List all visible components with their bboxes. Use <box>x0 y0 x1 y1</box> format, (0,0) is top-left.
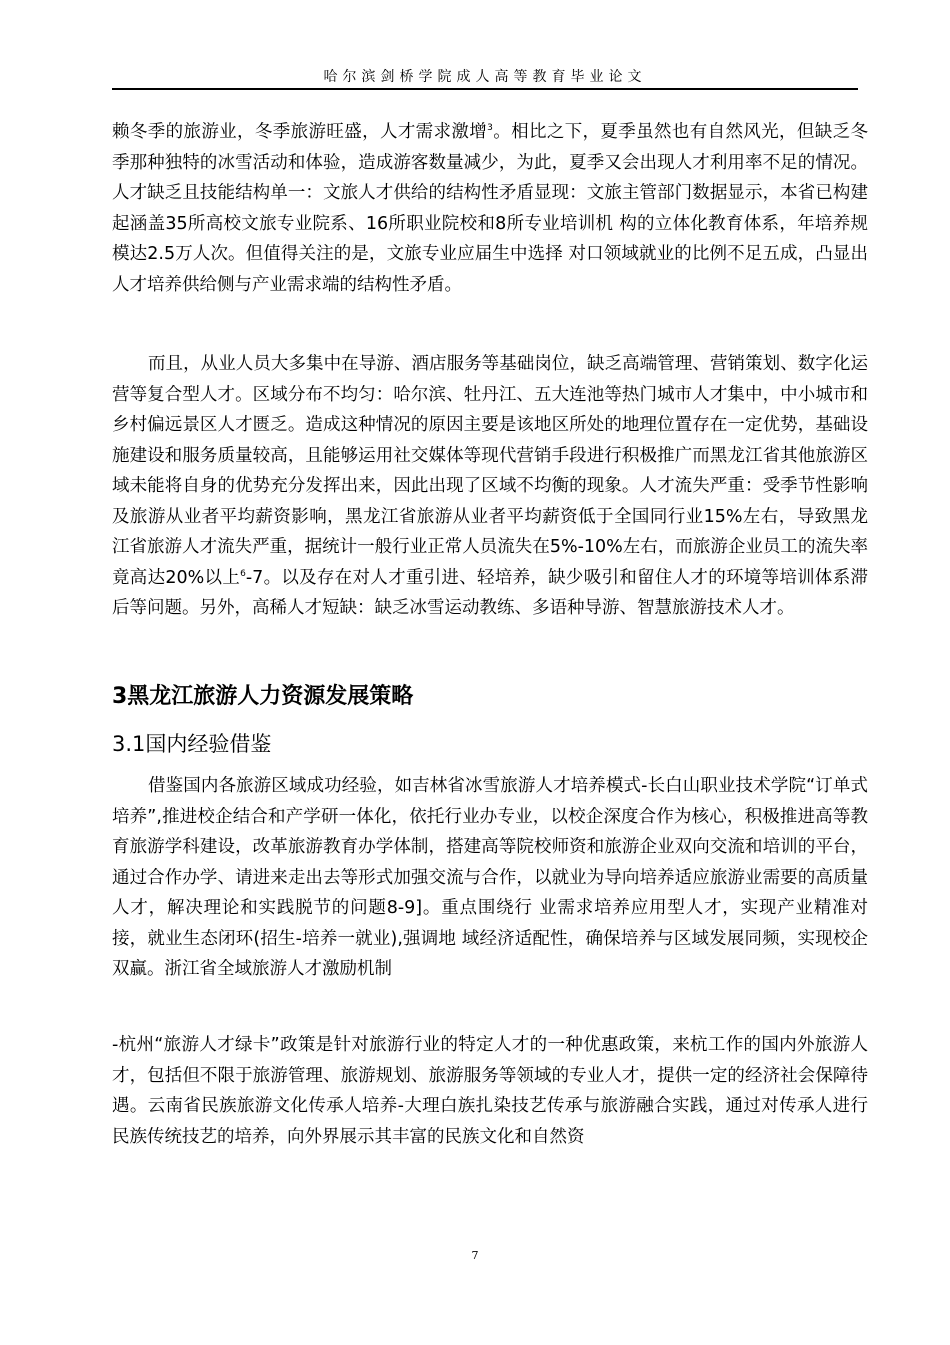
paragraph-1-text-a: 赖冬季的旅游业，冬季旅游旺盛，人才需求激增 <box>112 122 488 142</box>
paragraph-2 <box>112 349 868 624</box>
paragraph-2-text-a: 而且，从业人员大多集中在导游、酒店服务等基础岗位，缺乏高端管理、营销策划、数字化运营等复合型人才。区域分布不均匀：哈尔滨、牡丹江、五大连池等热门城市人才集中，中小城市和乡村偏远景区人才匮乏。造成这种情况的原因主要是该地区所处的地理位置存在一定优势，基础设施建设和服务质量较高，且能够运用社交媒体等现代营销手段进行积极推广而黑龙江省其他旅游区域未能将自身的优势充分发挥出来，因此出现了区域不均衡的现象。人才流失严重：受季节性影响及旅游从业者平均薪资影响，黑龙江省旅游从业者平均薪资低于全国同行业15%左右，导致黑龙江省旅游人才流失严重，据统计一般行业正常人员流失在5%-10%左右，而旅游企业员工的流失率竟高达20%以上 <box>112 354 868 588</box>
page-number: 7 <box>471 1249 479 1262</box>
paragraph-1 <box>112 117 868 300</box>
citation-superscript: 6 <box>240 568 246 579</box>
paragraph-3: 借鉴国内各旅游区域成功经验，如吉林省冰雪旅游人才培养模式-长白山职业技术学院“订单式培养”,推进校企结合和产学研一体化，依托行业办专业，以校企深度合作为核心，积极推进高等教育旅游学科建设，改革旅游教育办学体制，搭建高等院校师资和旅游企业双向交流和培训的平台，通过合作办学、请进来走出去等形式加强交流与合作，以就业为导向培养适应旅游业需要的高质量人才，解决理论和实践脱节的问题8-9]。重点围绕行 业需求培养应用型人才，实现产业精准对接，就业生态闭环(招生-培养一就业),强调地 域经济适配性，确保培养与区域发展同频，实现校企双赢。浙江省全域旅游人才激励机制 <box>112 776 868 979</box>
section-heading-3-1: 3.1国内经验借鉴 <box>112 732 272 756</box>
page-header <box>112 66 858 90</box>
paragraph-2-text-b: -7。以及存在对人才重引进、轻培养，缺少吸引和留住人才的环境等培训体系滞后等问题。另外，高稀人才短缺：缺乏冰雪运动教练、多语种导游、智慧旅游技术人才。 <box>112 567 868 618</box>
citation-superscript: 3 <box>487 123 493 134</box>
header-title: 哈尔滨剑桥学院成人高等教育毕业论文 <box>323 69 647 85</box>
paragraph-1-text-b: 。相比之下，夏季虽然也有自然风光，但缺乏冬季那种独特的冰雪活动和体验，造成游客数量减少，为此，夏季又会出现人才利用率不足的情况。人才缺乏且技能结构单一：文旅人才供给的结构性矛盾显现：文旅主管部门数据显示，本省已构建起涵盖35所高校文旅专业院系、16所职业院校和8所专业培训机 构的立体化教育体系，年培养规模达2.5万人次。但值得关注的是，文旅专业应届生中选择 对口领域就业的比例不足五成，凸显出人才培养供给侧与产业需求端的结构性矛盾。 <box>112 122 869 295</box>
paragraph-4: -杭州“旅游人才绿卡”政策是针对旅游行业的特定人才的一种优惠政策，来杭工作的国内外旅游人才，包括但不限于旅游管理、旅游规划、旅游服务等领域的专业人才，提供一定的经济社会保障待遇。云南省民族旅游文化传承人培养-大理白族扎染技艺传承与旅游融合实践，通过对传承人进行民族传统技艺的培养，向外界展示其丰富的民族文化和自然资 <box>112 1035 868 1147</box>
section-heading-3: 3黑龙江旅游人力资源发展策略 <box>112 684 414 709</box>
